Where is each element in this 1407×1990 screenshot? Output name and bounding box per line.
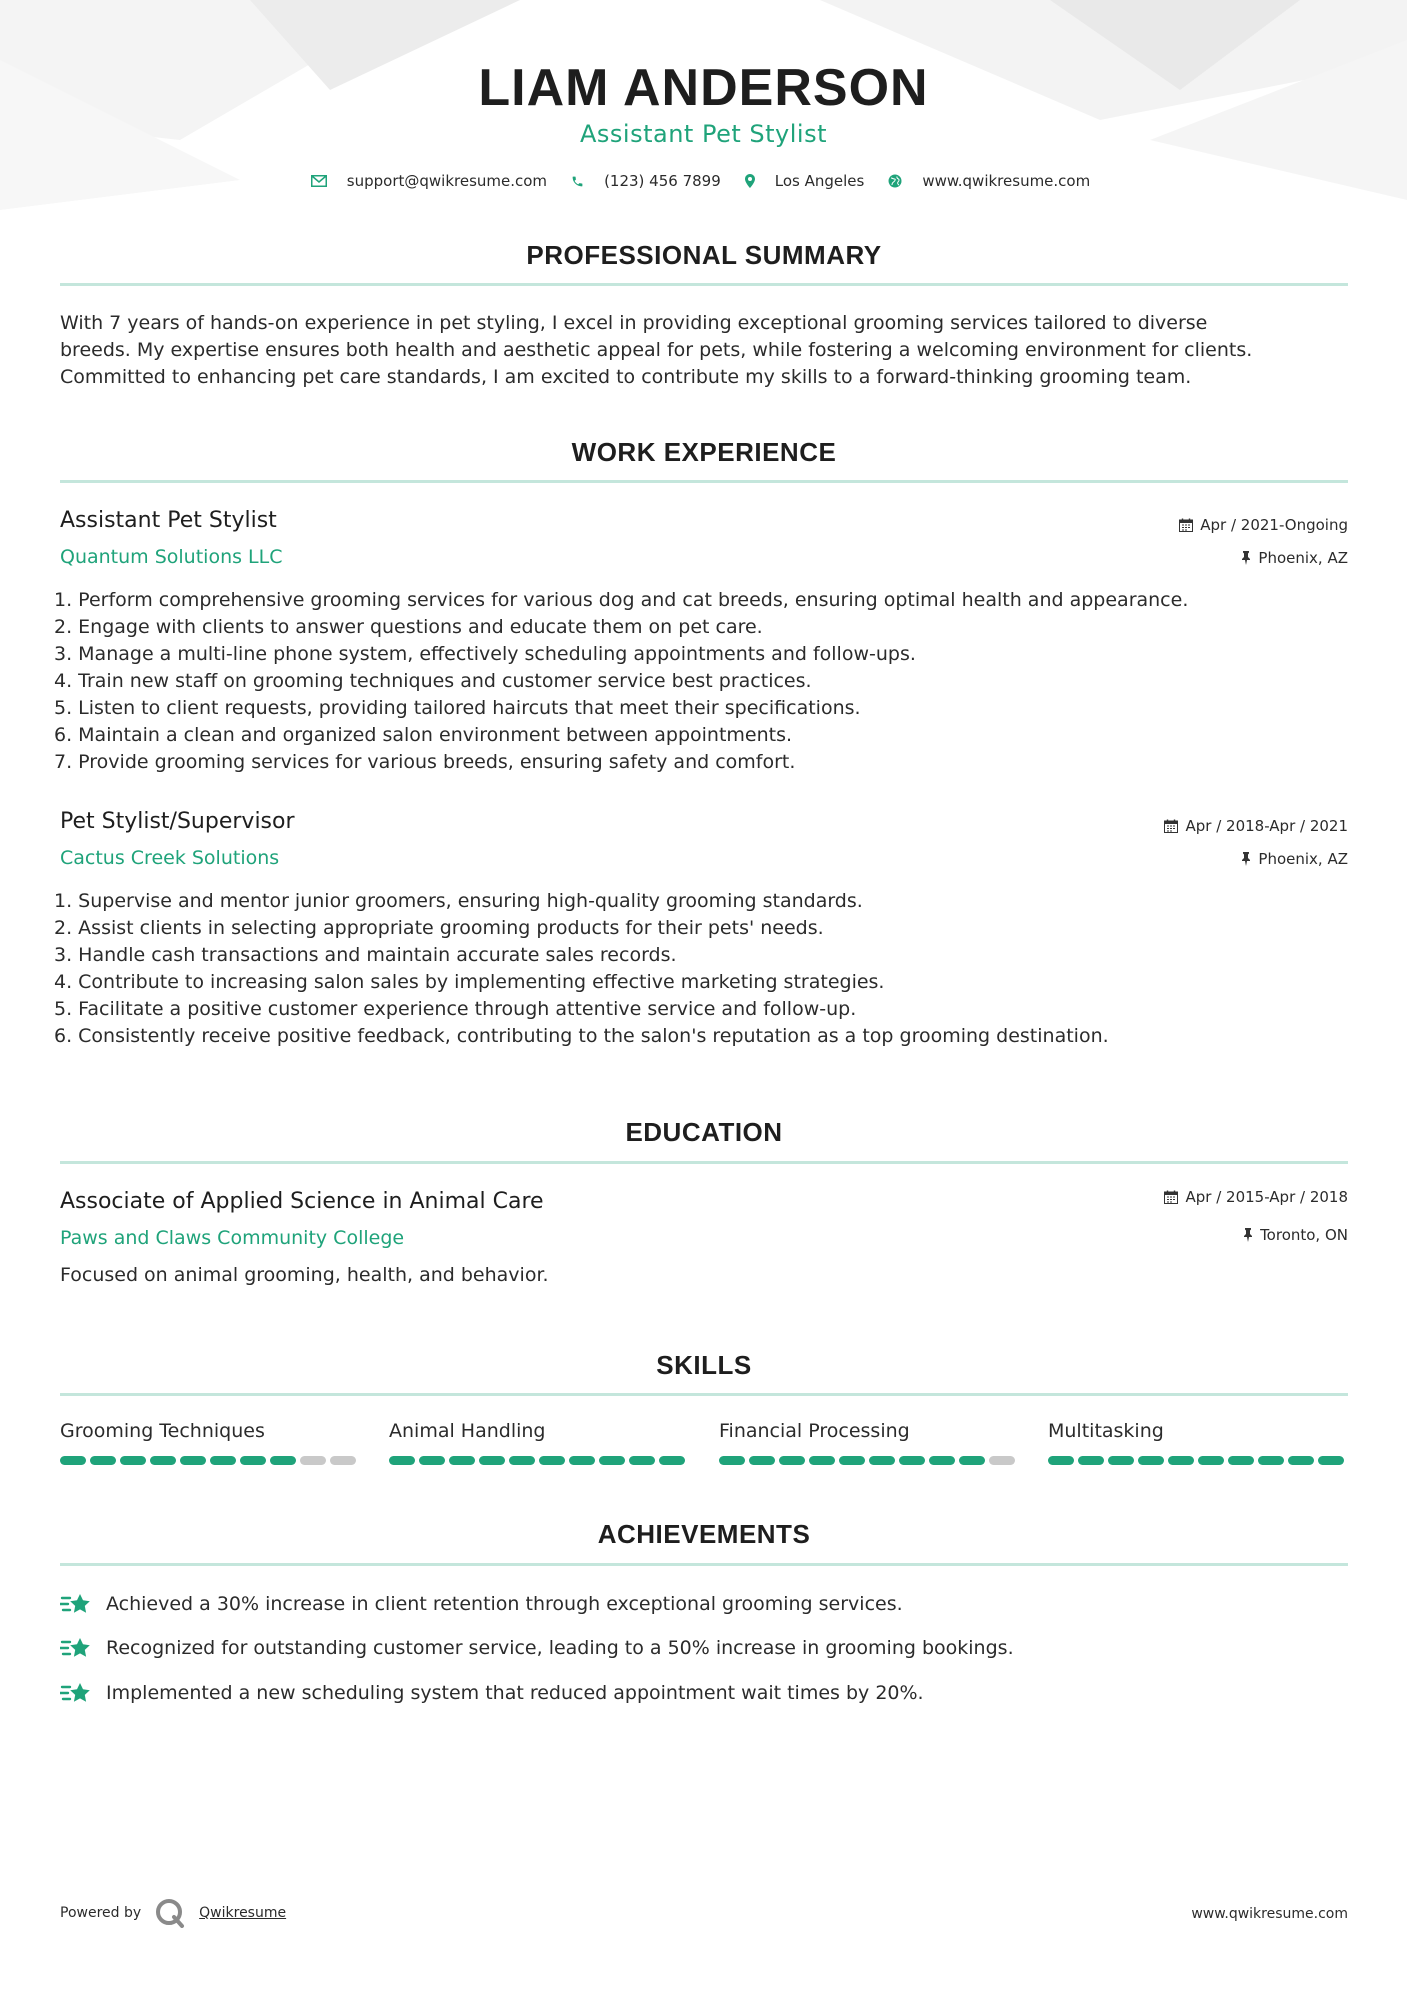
list-item: 3. Manage a multi-line phone system, effectively scheduling appointments and follow-ups. (54, 643, 916, 665)
phone-icon (571, 175, 584, 188)
skill-dot-filled (659, 1456, 685, 1465)
pushpin-icon (1243, 1228, 1253, 1242)
skill-dot-filled (1048, 1456, 1074, 1465)
achievement-text: Recognized for outstanding customer service, leading to a 50% increase in grooming bookings. (106, 1637, 1014, 1659)
calendar-icon (1164, 819, 1178, 833)
job-dates-text: Apr / 2021-Ongoing (1200, 516, 1348, 534)
candidate-title: Assistant Pet Stylist (580, 120, 827, 148)
job-location (1241, 549, 1348, 567)
skill-dot-filled (1078, 1456, 1104, 1465)
skill-dot-filled (929, 1456, 955, 1465)
skill-dot-filled (539, 1456, 565, 1465)
qwikresume-logo-icon (155, 1898, 185, 1928)
footer-powered-by (60, 1898, 286, 1928)
list-item: 7. Provide grooming services for various breeds, ensuring safety and comfort. (54, 751, 796, 773)
job-location-text: Phoenix, AZ (1258, 850, 1348, 868)
skill-dot-filled (1318, 1456, 1344, 1465)
contact-phone[interactable] (571, 172, 721, 190)
section-divider (60, 1393, 1348, 1396)
contact-email[interactable] (311, 172, 547, 190)
skill-dot-filled (569, 1456, 595, 1465)
skill-dot-filled (1108, 1456, 1134, 1465)
contact-website[interactable] (888, 172, 1090, 190)
phone-text: (123) 456 7899 (604, 172, 721, 190)
list-item: 4. Train new staff on grooming techniques and customer service best practices. (54, 670, 812, 692)
email-text: support@qwikresume.com (346, 172, 548, 190)
list-item: 3. Handle cash transactions and maintain accurate sales records. (54, 944, 677, 966)
envelope-icon (311, 175, 327, 187)
list-item: 2. Engage with clients to answer questions and educate them on pet care. (54, 616, 763, 638)
skill-dot-filled (389, 1456, 415, 1465)
summary-line: breeds. My expertise ensures both health and aesthetic appeal for pets, while fostering a welcoming environment for clients. (60, 339, 1253, 361)
location-text: Los Angeles (774, 172, 865, 190)
achievement-item (60, 1679, 924, 1707)
skill-dot-filled (629, 1456, 655, 1465)
skill-item (389, 1420, 689, 1465)
globe-icon (888, 174, 902, 188)
skill-rating (719, 1456, 1019, 1465)
achievement-item (60, 1590, 903, 1618)
achievement-item (60, 1634, 1014, 1662)
shooting-star-icon (60, 1679, 94, 1707)
skill-dot-filled (899, 1456, 925, 1465)
skill-item (1048, 1420, 1348, 1465)
school-name: Paws and Claws Community College (60, 1227, 405, 1249)
skill-dot-filled (959, 1456, 985, 1465)
contact-bar (0, 172, 1407, 190)
skill-item (60, 1420, 360, 1465)
powered-by-label: Powered by (60, 1905, 142, 1921)
skill-rating (1048, 1456, 1348, 1465)
skill-name: Multitasking (1048, 1420, 1164, 1442)
skill-rating (60, 1456, 360, 1465)
summary-line: With 7 years of hands-on experience in pet styling, I excel in providing exceptional grooming services tailored to diverse (60, 312, 1208, 334)
skill-dot-filled (1288, 1456, 1314, 1465)
list-item: 2. Assist clients in selecting appropriate grooming products for their pets' needs. (54, 917, 824, 939)
job-company: Cactus Creek Solutions (60, 847, 280, 869)
skill-name: Animal Handling (389, 1420, 546, 1442)
skill-dot-empty (300, 1456, 326, 1465)
skill-dot-filled (60, 1456, 86, 1465)
skill-name: Grooming Techniques (60, 1420, 265, 1442)
skill-dot-filled (839, 1456, 865, 1465)
skill-rating (389, 1456, 689, 1465)
section-divider (60, 1161, 1348, 1164)
job-dates-text: Apr / 2018-Apr / 2021 (1185, 817, 1348, 835)
skill-dot-empty (330, 1456, 356, 1465)
map-pin-icon (745, 174, 755, 188)
shooting-star-icon (60, 1590, 94, 1618)
section-divider (60, 1563, 1348, 1566)
skill-dot-filled (719, 1456, 745, 1465)
education-location (1243, 1226, 1348, 1244)
job-dates (1164, 817, 1348, 835)
job-title: Pet Stylist/Supervisor (60, 809, 295, 834)
calendar-icon (1179, 518, 1193, 532)
list-item: 4. Contribute to increasing salon sales by implementing effective marketing strategies. (54, 971, 885, 993)
section-divider (60, 480, 1348, 483)
list-item: 5. Listen to client requests, providing tailored haircuts that meet their specifications. (54, 697, 861, 719)
achievement-text: Achieved a 30% increase in client retention through exceptional grooming services. (106, 1593, 903, 1615)
achievement-text: Implemented a new scheduling system that reduced appointment wait times by 20%. (106, 1682, 924, 1704)
skill-item (719, 1420, 1019, 1465)
website-text: www.qwikresume.com (922, 172, 1091, 190)
list-item: 1. Supervise and mentor junior groomers, ensuring high-quality grooming standards. (54, 890, 863, 912)
degree-title: Associate of Applied Science in Animal Care (60, 1189, 544, 1214)
skill-dot-filled (210, 1456, 236, 1465)
skill-dot-filled (1138, 1456, 1164, 1465)
skill-dot-empty (989, 1456, 1015, 1465)
qwikresume-link[interactable]: Qwikresume (199, 1905, 287, 1921)
job-location (1241, 850, 1348, 868)
summary-line: Committed to enhancing pet care standards, I am excited to contribute my skills to a forward-thinking grooming team. (60, 366, 1192, 388)
list-item: 6. Consistently receive positive feedback, contributing to the salon's reputation as a top grooming destination. (54, 1025, 1109, 1047)
education-dates (1164, 1188, 1348, 1206)
skill-dot-filled (419, 1456, 445, 1465)
skill-dot-filled (509, 1456, 535, 1465)
section-heading-education: EDUCATION (625, 1117, 783, 1147)
education-location-text: Toronto, ON (1260, 1226, 1348, 1244)
section-heading-work: WORK EXPERIENCE (571, 437, 837, 467)
skill-dot-filled (1198, 1456, 1224, 1465)
job-company: Quantum Solutions LLC (60, 546, 283, 568)
list-item: 1. Perform comprehensive grooming services for various dog and cat breeds, ensuring optimal health and appearance. (54, 589, 1189, 611)
skill-dot-filled (869, 1456, 895, 1465)
list-item: 5. Facilitate a positive customer experience through attentive service and follow-up. (54, 998, 857, 1020)
candidate-name: LIAM ANDERSON (478, 59, 929, 117)
job-responsibilities (54, 587, 1354, 776)
section-divider (60, 283, 1348, 286)
skill-dot-filled (90, 1456, 116, 1465)
section-heading-achievements: ACHIEVEMENTS (597, 1519, 811, 1549)
skill-dot-filled (1168, 1456, 1194, 1465)
skill-dot-filled (180, 1456, 206, 1465)
summary-paragraph (60, 310, 1348, 391)
skill-dot-filled (449, 1456, 475, 1465)
skill-dot-filled (270, 1456, 296, 1465)
skill-name: Financial Processing (719, 1420, 910, 1442)
skill-dot-filled (1228, 1456, 1254, 1465)
job-title: Assistant Pet Stylist (60, 508, 277, 533)
contact-location (745, 172, 865, 190)
shooting-star-icon (60, 1634, 94, 1662)
skill-dot-filled (599, 1456, 625, 1465)
pushpin-icon (1241, 852, 1251, 866)
calendar-icon (1164, 1190, 1178, 1204)
education-description: Focused on animal grooming, health, and behavior. (60, 1264, 549, 1286)
skill-dot-filled (120, 1456, 146, 1465)
section-heading-skills: SKILLS (656, 1350, 752, 1380)
skill-dot-filled (809, 1456, 835, 1465)
skill-dot-filled (240, 1456, 266, 1465)
job-responsibilities (54, 888, 1354, 1050)
skill-dot-filled (749, 1456, 775, 1465)
job-location-text: Phoenix, AZ (1258, 549, 1348, 567)
section-heading-summary: PROFESSIONAL SUMMARY (526, 240, 882, 270)
list-item: 6. Maintain a clean and organized salon environment between appointments. (54, 724, 793, 746)
skill-dot-filled (1258, 1456, 1284, 1465)
skill-dot-filled (150, 1456, 176, 1465)
footer-website[interactable]: www.qwikresume.com (1191, 1906, 1348, 1922)
skill-dot-filled (479, 1456, 505, 1465)
education-dates-text: Apr / 2015-Apr / 2018 (1185, 1188, 1348, 1206)
skill-dot-filled (779, 1456, 805, 1465)
pushpin-icon (1241, 551, 1251, 565)
job-dates (1179, 516, 1348, 534)
